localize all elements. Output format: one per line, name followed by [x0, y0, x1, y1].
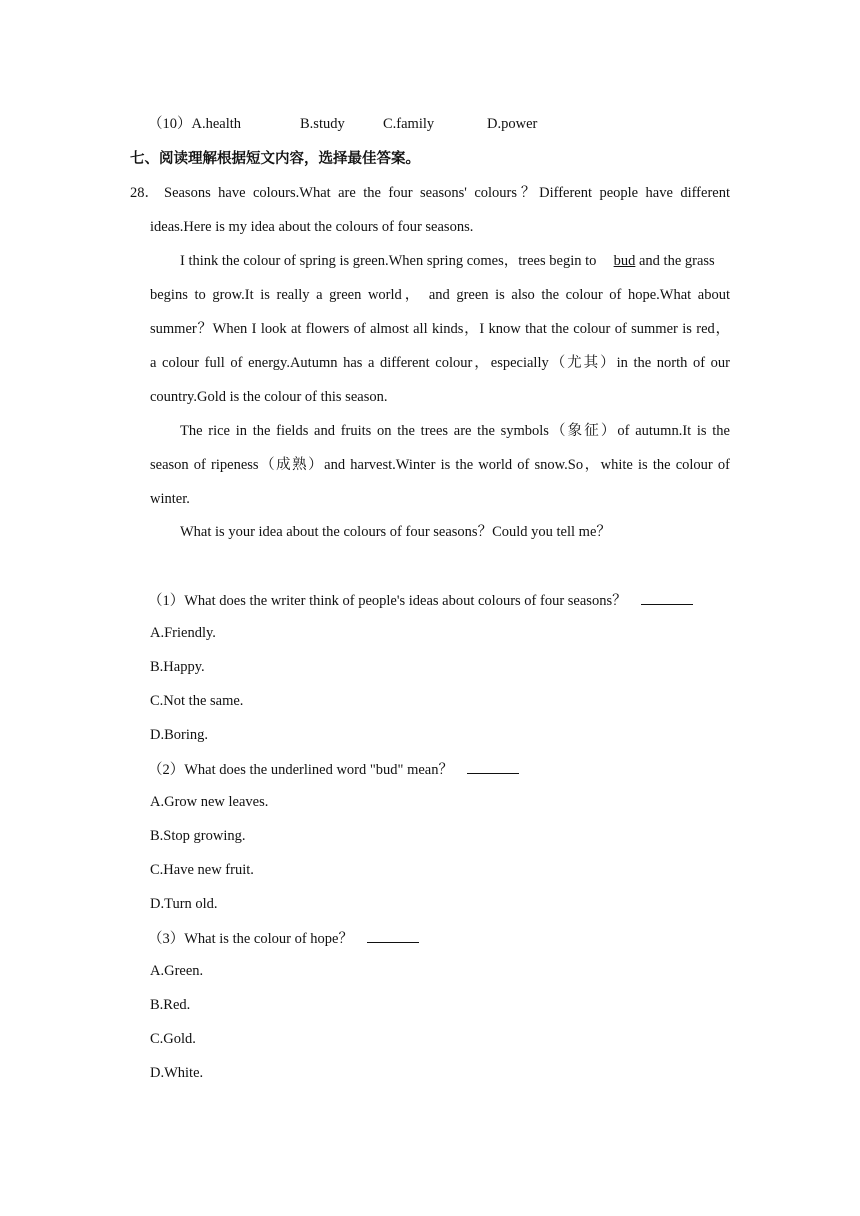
- q10-row: [148, 114, 241, 134]
- question-2-option-b: B.Stop growing.: [150, 828, 246, 844]
- q10-option-a: A.health: [191, 116, 242, 132]
- passage-p2-line1: [180, 251, 715, 271]
- question-2-option-c: C.Have new fruit.: [150, 862, 254, 878]
- question-3-option-a: A.Green.: [150, 963, 204, 979]
- passage-p2-line1-end: and the grass: [639, 253, 715, 269]
- question-2-option-a: A.Grow new leaves.: [150, 794, 269, 810]
- question-1-option-b: B.Happy.: [150, 659, 205, 675]
- question-2-stem: （2）What does the underlined word "bud" mean？: [148, 759, 519, 780]
- question-3-option-c: C.Gold.: [150, 1031, 196, 1047]
- underlined-word-bud: bud: [613, 253, 636, 269]
- passage-p2-line4: a colour full of energy.Autumn has a different colour，especially（尤其）in the north of our: [150, 355, 730, 371]
- passage-p3-line1: The rice in the fields and fruits on the trees are the symbols（象征）of autumn.It is the: [180, 423, 730, 439]
- answer-blank-2[interactable]: [467, 759, 519, 774]
- question-2-option-d: D.Turn old.: [150, 896, 218, 912]
- passage-p2-line5: country.Gold is the colour of this season.: [150, 389, 388, 405]
- q10-option-d: D.power: [487, 116, 538, 132]
- passage-p1-line1: Seasons have colours.What are the four seasons' colours？Different people have different: [164, 185, 730, 201]
- q10-option-b: B.study: [300, 116, 345, 132]
- passage-p2-line3: summer？When I look at flowers of almost all kinds，I know that the colour of summer is red，: [150, 321, 730, 337]
- question-1-option-d: D.Boring.: [150, 727, 208, 743]
- q10-option-c: C.family: [383, 116, 435, 132]
- question-1-option-c: C.Not the same.: [150, 693, 244, 709]
- section-heading: 七、阅读理解根据短文内容，选择最佳答案。: [130, 151, 420, 167]
- answer-blank-3[interactable]: [367, 928, 419, 943]
- question-1-option-a: A.Friendly.: [150, 625, 216, 641]
- q28-number: 28．: [130, 185, 159, 201]
- q10-number: （10）: [148, 116, 192, 132]
- passage-p3-line2: season of ripeness（成熟）and harvest.Winter is the world of snow.So，white is the colour of: [150, 457, 730, 473]
- passage-p2-line2: begins to grow.It is really a green world， and green is also the colour of hope.What about: [150, 287, 730, 303]
- question-1-stem: （1）What does the writer think of people's ideas about colours of four seasons？: [148, 590, 693, 611]
- question-3-option-d: D.White.: [150, 1065, 204, 1081]
- passage-p1-line2: ideas.Here is my idea about the colours of four seasons.: [150, 219, 474, 235]
- question-3-stem: （3）What is the colour of hope？: [148, 928, 419, 949]
- passage-p3-line3: winter.: [150, 491, 190, 507]
- passage-p4-line1: What is your idea about the colours of four seasons？Could you tell me？: [180, 524, 611, 540]
- passage-p2-line1-start: I think the colour of spring is green.When spring comes，trees begin to: [180, 253, 597, 269]
- answer-blank-1[interactable]: [641, 590, 693, 605]
- question-3-option-b: B.Red.: [150, 997, 191, 1013]
